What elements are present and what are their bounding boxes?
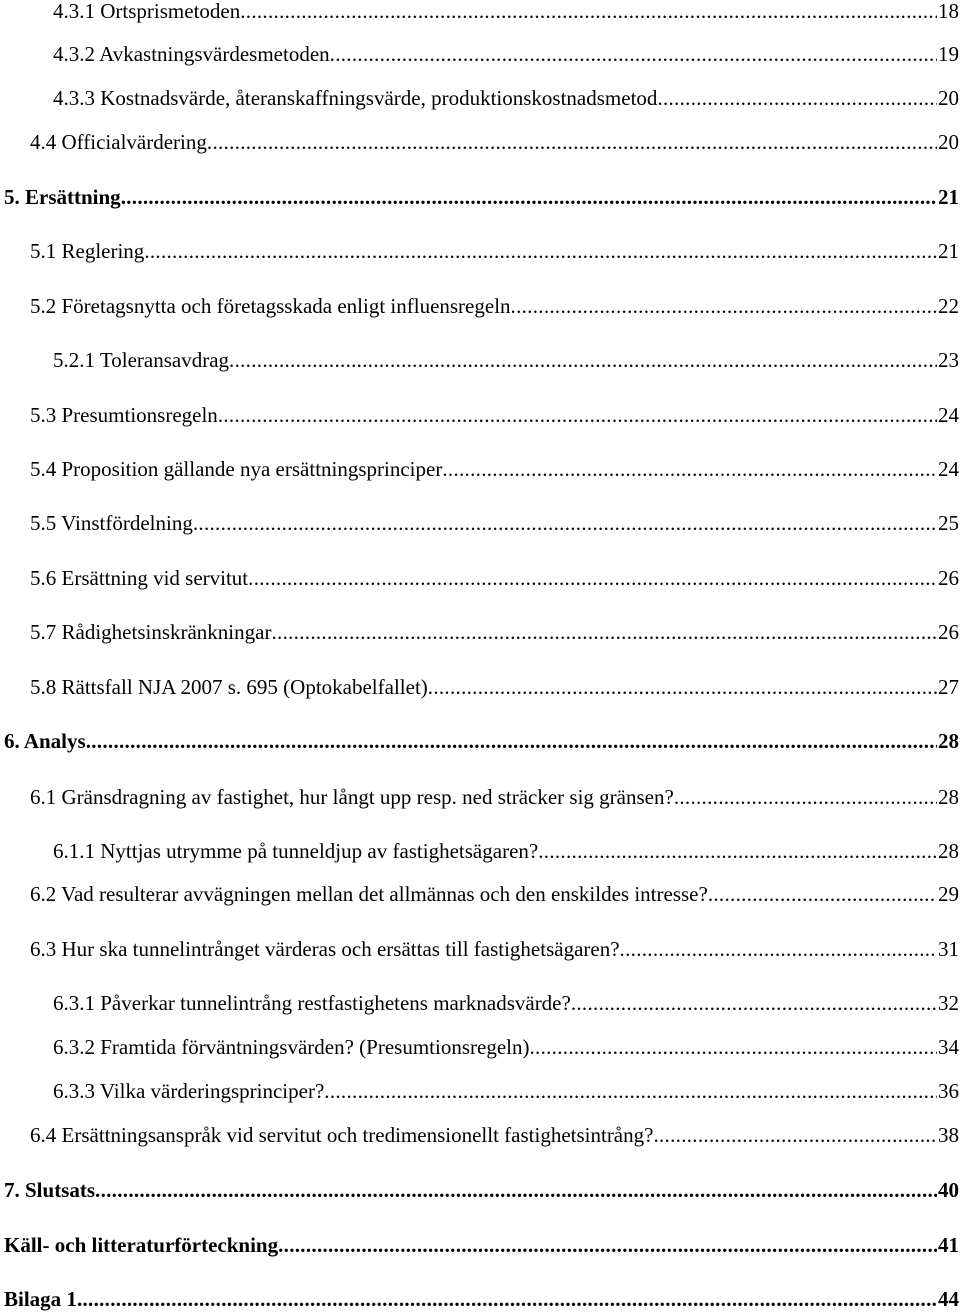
- toc-entry-4-3-2[interactable]: [53, 39, 959, 69]
- toc-entry-title: 4.4 Officialvärdering: [30, 130, 207, 154]
- toc-entry-title: 6.2 Vad resulterar avvägningen mellan det allmännas och den enskildes intresse?: [30, 882, 708, 906]
- toc-entry-6-1-1[interactable]: [53, 836, 959, 866]
- dot-leader: [218, 400, 937, 430]
- dot-leader: [95, 1175, 937, 1205]
- dot-leader: [708, 879, 937, 909]
- toc-entry-6[interactable]: [4, 726, 959, 756]
- dot-leader: [240, 0, 937, 26]
- toc-entry-5-7[interactable]: [30, 617, 959, 647]
- toc-entry-page: 29: [938, 882, 959, 906]
- dot-leader: [278, 1230, 937, 1260]
- toc-entry-5-3[interactable]: [30, 400, 959, 430]
- dot-leader: [86, 726, 937, 756]
- toc-entry-title: 6.4 Ersättningsanspråk vid servitut och tredimensionellt fastighetsintrång?: [30, 1123, 654, 1147]
- toc-entry-page: 28: [938, 729, 959, 753]
- toc-entry-page: 25: [938, 511, 959, 535]
- toc-entry-page: 26: [938, 566, 959, 590]
- toc-entry-6-3-3[interactable]: [53, 1076, 959, 1106]
- toc-entry-title: 6.3 Hur ska tunnelintrånget värderas och ersättas till fastighetsägaren?: [30, 937, 620, 961]
- toc-entry-page: 28: [938, 839, 959, 863]
- toc-entry-title: 7. Slutsats: [4, 1178, 96, 1202]
- toc-entry-title: 6.3.2 Framtida förväntningsvärden? (Presumtionsregeln): [53, 1035, 530, 1059]
- toc-entry-page: 18: [938, 0, 959, 23]
- toc-entry-title: Käll- och litteraturförteckning: [4, 1233, 279, 1257]
- toc-entry-title: 5.2.1 Toleransavdrag: [53, 348, 230, 372]
- dot-leader: [620, 934, 937, 964]
- toc-entry-title: 6.3.3 Vilka värderingsprinciper?: [53, 1079, 325, 1103]
- toc-entry-appendix-1[interactable]: [4, 1284, 959, 1314]
- toc-entry-page: 40: [938, 1178, 959, 1202]
- toc-entry-page: 23: [938, 348, 959, 372]
- toc-entry-title: 5.6 Ersättning vid servitut: [30, 566, 249, 590]
- toc-entry-references[interactable]: [4, 1230, 959, 1260]
- toc-entry-title: 5.1 Reglering: [30, 239, 145, 263]
- toc-entry-title: Bilaga 1: [4, 1287, 77, 1311]
- toc-entry-6-1[interactable]: [30, 782, 959, 812]
- dot-leader: [674, 782, 937, 812]
- toc-entry-4-4[interactable]: [30, 127, 959, 157]
- dot-leader: [538, 836, 937, 866]
- toc-entry-title: 6. Analys: [4, 729, 86, 753]
- dot-leader: [442, 454, 937, 484]
- toc-entry-page: 28: [938, 785, 959, 809]
- toc-entry-5-2[interactable]: [30, 291, 959, 321]
- toc-entry-5[interactable]: [4, 182, 959, 212]
- dot-leader: [248, 563, 937, 593]
- toc-entry-6-2[interactable]: [30, 879, 959, 909]
- toc-entry-page: 26: [938, 620, 959, 644]
- toc-entry-title: 6.3.1 Påverkar tunnelintrång restfastighetens marknadsvärde?: [53, 991, 571, 1015]
- toc-entry-title: 5.8 Rättsfall NJA 2007 s. 695 (Optokabelfallet): [30, 675, 428, 699]
- toc-entry-title: 5. Ersättning: [4, 185, 121, 209]
- toc-entry-title: 5.3 Presumtionsregeln: [30, 403, 218, 427]
- toc-entry-5-1[interactable]: [30, 236, 959, 266]
- toc-entry-5-5[interactable]: [30, 508, 959, 538]
- toc-entry-page: 22: [938, 294, 959, 318]
- toc-entry-6-3-2[interactable]: [53, 1032, 959, 1062]
- toc-entry-title: 6.1 Gränsdragning av fastighet, hur långt upp resp. ned sträcker sig gränsen?: [30, 785, 674, 809]
- toc-entry-7[interactable]: [4, 1175, 959, 1205]
- toc-entry-page: 27: [938, 675, 959, 699]
- toc-entry-5-4[interactable]: [30, 454, 959, 484]
- toc-entry-page: 44: [938, 1287, 959, 1311]
- dot-leader: [144, 236, 937, 266]
- dot-leader: [271, 617, 937, 647]
- dot-leader: [121, 182, 937, 212]
- toc-entry-page: 24: [938, 403, 959, 427]
- dot-leader: [77, 1284, 937, 1314]
- dot-leader: [657, 83, 937, 113]
- toc-entry-6-3[interactable]: [30, 934, 959, 964]
- dot-leader: [330, 39, 937, 69]
- toc-entry-page: 32: [938, 991, 959, 1015]
- toc-entry-6-4[interactable]: [30, 1120, 959, 1150]
- toc-entry-title: 4.3.1 Ortsprismetoden: [53, 0, 241, 23]
- toc-entry-title: 6.1.1 Nyttjas utrymme på tunneldjup av fastighetsägaren?: [53, 839, 539, 863]
- toc-entry-page: 24: [938, 457, 959, 481]
- dot-leader: [428, 672, 937, 702]
- toc-entry-page: 21: [938, 239, 959, 263]
- toc-entry-6-3-1[interactable]: [53, 988, 959, 1018]
- toc-entry-5-6[interactable]: [30, 563, 959, 593]
- dot-leader: [653, 1120, 937, 1150]
- dot-leader: [324, 1076, 937, 1106]
- toc-entry-4-3-3[interactable]: [53, 83, 959, 113]
- toc-entry-page: 41: [938, 1233, 959, 1257]
- toc-entry-title: 4.3.3 Kostnadsvärde, återanskaffningsvärde, produktionskostnadsmetod: [53, 86, 658, 110]
- toc-entry-title: 5.4 Proposition gällande nya ersättningsprinciper: [30, 457, 443, 481]
- toc-entry-page: 20: [938, 86, 959, 110]
- toc-entry-page: 34: [938, 1035, 959, 1059]
- toc-entry-page: 31: [938, 937, 959, 961]
- toc-entry-title: 5.5 Vinstfördelning: [30, 511, 193, 535]
- toc-entry-title: 4.3.2 Avkastningsvärdesmetoden: [53, 42, 330, 66]
- dot-leader: [229, 345, 937, 375]
- toc-entry-title: 5.2 Företagsnytta och företagsskada enligt influensregeln: [30, 294, 511, 318]
- toc-entry-title: 5.7 Rådighetsinskränkningar: [30, 620, 272, 644]
- dot-leader: [571, 988, 937, 1018]
- dot-leader: [193, 508, 937, 538]
- dot-leader: [529, 1032, 937, 1062]
- toc-entry-page: 36: [938, 1079, 959, 1103]
- dot-leader: [207, 127, 937, 157]
- toc-entry-page: 21: [938, 185, 959, 209]
- toc-entry-5-2-1[interactable]: [53, 345, 959, 375]
- dot-leader: [511, 291, 937, 321]
- toc-entry-page: 19: [938, 42, 959, 66]
- toc-entry-5-8[interactable]: [30, 672, 959, 702]
- toc-entry-page: 20: [938, 130, 959, 154]
- toc-entry-4-3-1[interactable]: [53, 0, 959, 26]
- toc-entry-page: 38: [938, 1123, 959, 1147]
